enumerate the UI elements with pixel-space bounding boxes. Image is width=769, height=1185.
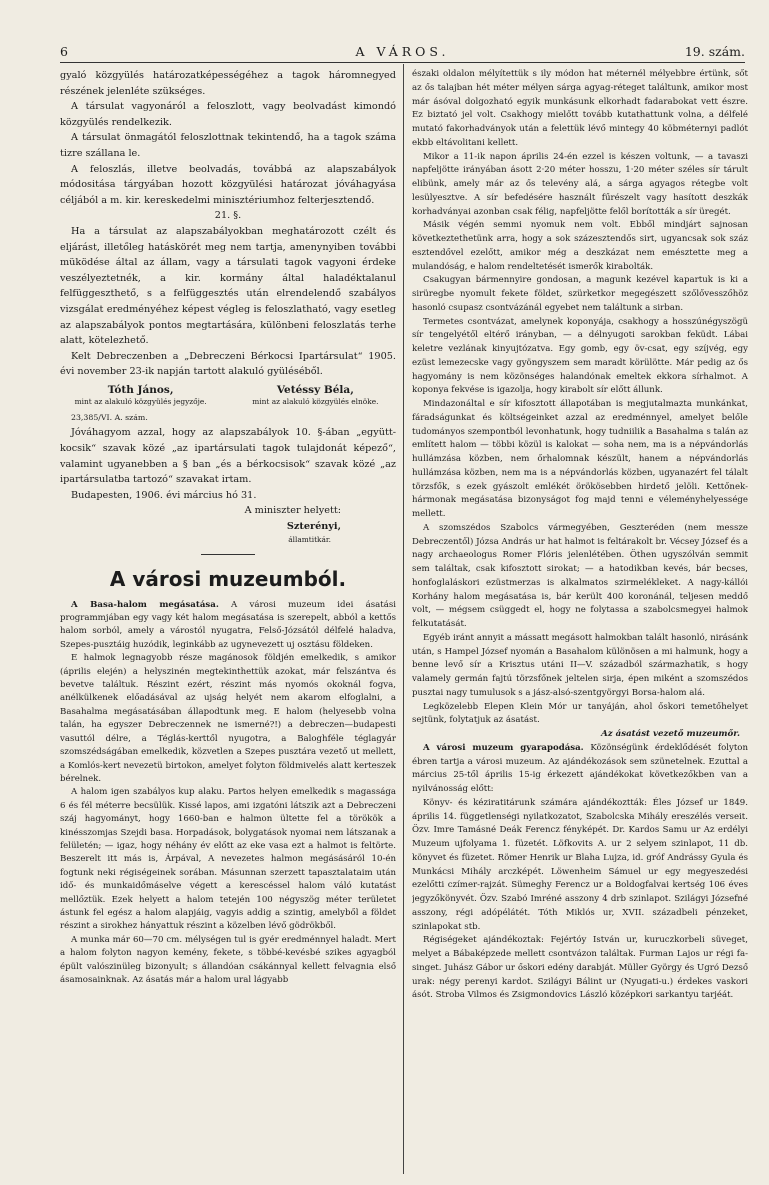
article-author: Az ásatást vezető muzeumőr. xyxy=(601,729,740,739)
header-rule xyxy=(60,62,745,63)
minister-line: A miniszter helyett: xyxy=(244,505,341,517)
place-date: Budapesten, 1906. évi március hó 31. xyxy=(71,489,257,501)
paragraph: A társulat vagyonáról a feloszlott, vagy beolvadást kimondó közgyülés rendelkezik. xyxy=(60,101,396,128)
issue-number: 19. szám. xyxy=(684,44,745,59)
right-column xyxy=(412,68,748,1176)
paragraph: A feloszlás, illetve beolvadás, továbbá az alapszabályok módositása tárgyában hozott közgyülési határozat jóváhagyása céljából a m. kir. kereskedelmi minisztériumhoz felterjesztendő. xyxy=(60,163,396,206)
paragraph: Könyv- és kéziratitárunk számára ajándékoztták: Éles József ur 1849. április 14. függetlenségi nyilatkozatot, Szabolcska Mihály ereszélés verseit. Özv. Imre Tamásné Deák Ferencz fényképét. Dr. Kardos Samu ur Az erdélyi Muzeum ujfolyama 1. füzetét. Löfkovits A. ur 2 selyem szinlapot, 11 db. könyvet és füzetet. Römer Henrik ur Blaha Lujza, id. gróf Andrássy Gyula és Munkácsi Mihály arczképét. Löwenheim Sámuel ur egy megyeszedési ezelőtti czímer-rajzát. Sümeghy Ferencz ur a Boldogfalvai kertség 106 éves jegyzőkönyvét. Özv. Szabó Imréné asszony 4 drb szinlapot. Szilágyi Józsefné asszony, régi adópélátét. Tóth Miklós ur, XVII. századbeli pénzeket, szinlapokat stb. xyxy=(412,797,748,932)
paragraph: A halom igen szabályos kup alaku. Partos helyen emelkedik s magassága 6 és fél méterre becsülük. Kissé lapos, ami izgatóni látszik azt a Debreczeni száj hagyományt, hogy 1660-ban e halmon ültette fel a törökök a kinésszomjas Szejdi basa. Horpadások, bolygatások nyomai nem látszanak a felületén; — igaz, hogy néhány év előtt az eke vasa ezt a halmot is feltörte. Beszerelt itt más is, Árpával, A nevezetes halmon megásásáról 10-én fogtunk neki régiségeinek sorában. Másunnan szerzett tapasztalataim után idő- és munkaidőmáselve végett a kerescéssel halom váló kutatást mellőztük. Ezek helyett a halom tetején 100 négyszög méter területet ástunk fel egész a halom alapjáig, vagyis addig a szintig, amelyből a földet részint a sirokhez hányattuk részint a közelben lévő gödrökből. xyxy=(60,787,396,932)
lead-phrase: A Basa-halom megásatása. xyxy=(71,599,219,610)
left-column xyxy=(60,68,396,1176)
paragraph: Régiségeket ajándékoztak: Fejértóy István ur, kuruczkorbeli süveget, melyet a Bábaképzede mellett csontvázon találtak. Furman Lajos ur régi fa-singet. Juhász Gábor ur őskori edény darabját. Müller György és Ugró Dezső urak: négy perenyi kardot. Szilágyi Bálint ur (Nyugati-u.) érdekes vaskori ásót. Stroba Vilmos és Zsigmondovics László középkori sarkantyu tarjéát. xyxy=(412,935,748,1001)
minister-signature xyxy=(60,519,396,545)
minister-name: Szterényi, xyxy=(286,521,341,533)
paragraph: A munka már 60—70 cm. mélységen tul is gyér eredménnyel haladt. Mert a halom folyton nagyon kemény, fekete, s többé-kevésbé szikes agyagból épült valószinüleg bizonyult; s állandóan csákánnyal kellett felvagnia első ásamosainknak. Az ásatás már a halom ural lágyabb xyxy=(60,934,396,985)
paragraph: Ha a társulat az alapszabályokban meghatározott czélt és eljárást, illetőleg hatáskörét meg nem tartja, amenynyiben további müködése által az állam, vagy a társulati tagok vagyoni érdeke veszélyeztetnék, a kir. kormány által haladéktalanul felfüggeszthető, s a felfüggesztés után elrendelendő szabályos vizsgálat eredményéhez képest végleg is feloszlatható, vagy esetleg az alapszabályok pontos megtartására, különbeni feloszlatás terhe alatt, kötelezhető. xyxy=(60,225,396,347)
lead-phrase: A városi muzeum gyarapodása. xyxy=(423,742,584,753)
signatory-role: mint az alakuló közgyülés elnöke. xyxy=(252,396,379,406)
signatory-role: mint az alakuló közgyülés jegyzője. xyxy=(74,396,207,406)
paragraph: gyaló közgyülés határozatképességéhez a tagok háromnegyed részének jelenléte szükséges. xyxy=(60,70,396,97)
signatory-name: Vetéssy Béla, xyxy=(276,383,354,396)
signatures xyxy=(60,383,396,406)
paragraph: E halmok legnagyobb része magánosok földjén emelkedik, s amikor (április elején) a helyszinén megtekinthettük azokat, már felszántva és bevetve találtuk. Részint ezért, részint más nyomós okoknál fogva, anélkülkenek előadásával az ujság helyét nem akarom elfoglalni, a Basahalma megásatásában állapodtunk meg. E halom (helyesebb volna talán, ha egyszer Debreczennek ne ismerné?!) a debreczen—budapesti vasuttól délre, a Téglás-kerttől nyugotra, a Baloghféle téglagyár szomszédságában emelkedik, közvetlen a Szepes pusztára vezető ut mellett, a Komlós-kert nevezetü birtokon, amelyet folyton földmivelés alatt kerteszek bérelnek. xyxy=(60,653,396,784)
paragraph: Mikor a 11-ik napon április 24-én ezzel is készen voltunk, — a tavaszi napfeljötte irányában ásott 2·20 méter hosszu, 1·20 méter széles sír tárult elibünk, amely már az ős televény alá, a sárga agyagos rétegbe volt lesülyesztve. A sír befedésére használt fűrészelt vagy hasított deszkák korhadványai azonban csak félig, napfeljötte felől borították a sír üregét. xyxy=(412,151,748,217)
section-divider xyxy=(201,554,255,555)
paragraph: Egyéb iránt annyit a mássatt megásott halmokban talált hasonló, nirásánk után, s Hampel József nyomán a Basahalom különösen a mi halmunk, hogy a benne levő sír a Krisztus utáni II—V. századból származhatik, s hogy valamely germán fajtú törzsfőnek jeltelen sirja, épen miként a szomszédos pusztai nagy tumulusok s a jász-alsó-szentgyörgyi Borsa-halom alá. xyxy=(412,632,748,698)
paragraph: Legközelebb Elepen Klein Mór ur tanyáján, ahol őskori temetőhelyet sejtünk, folytatjuk az ásatást. xyxy=(412,701,748,726)
paragraph: Másik végén semmi nyomuk nem volt. Ebből mindjárt sajnosan következtethetünk arra, hogy a sok százesztendős sirt, ugyancsak sok száz esztendővel ezelőtt, amikor még a deszkázat nem emésztette meg a mulandóság, e halom rendeltetését ismerők kirabolták. xyxy=(412,220,748,272)
paragraph: Csakugyan bármennyire gondosan, a magunk kezével kapartuk is ki a sirüregbe nyomult fekete földet, szürketkor megegészett szőlővesszőhöz hasonló csupasz csontvázánál egyebet nem találtunk a sirban. xyxy=(412,275,748,313)
museum-article xyxy=(60,599,396,988)
signature-block xyxy=(60,383,221,406)
paragraph: A társulat önmagától feloszlottnak tekintendő, ha a tagok száma tizre szállana le. xyxy=(60,132,396,159)
signatory-name: Tóth János, xyxy=(107,383,174,396)
minister-role: államtitkár. xyxy=(288,534,331,544)
paragraph: A Basa-halom megásatása. A városi muzeum idei ásatási programmjában egy vagy két halom megásatása is szerepelt, abból a kettős halom sorból, amely a várostól nyugatra, Felső-Józsától délfelé haladva, Szepes-pusztáig huzódik, leginkább az ugynevezett uj osztásu földeken. xyxy=(60,599,396,650)
paragraph: Kelt Debreczenben a „Debreczeni Bérkocsi Ipartársulat“ 1905. évi november 23-ik napján tartott alakuló gyüléséből. xyxy=(60,350,396,378)
paragraph: Jóváhagyom azzal, hogy az alapszabályok 10. §-ában „együtt-kocsik“ szavak közé „az ipartársulati tagok tulajdonát képező“, valamint ugyanebben a § ban „és a bérkocsisok“ szavak közé „az ipartársulatba tartozó“ szavakat irtam. xyxy=(60,427,396,486)
paragraph: északi oldalon mélyítettük s ily módon hat méternél mélyebbre értünk, sőt az ős talajban hét méter mélyen sárga agyag-réteget találtunk, amikor most már ásóval dolgozható egyik munkásunk elkorhadt fadarabokat vett észre. Ez biztató jel volt. Csakhogy mielőtt tovább kutathattunk volna, a délfelé mutató fakorhadványok után a felettük lévő mintegy 40 köbméternyi padlót ekbb eltávolitani kellett. xyxy=(412,69,748,148)
paragraph: A városi muzeum gyarapodása. Közönségünk érdeklődését folyton ébren tartja a városi muzeum. Az ajándékozások sem szünetelnek. Ezuttal a március 25-től április 15-ig érkezett ajándékokat következőkben van a nyilvánosság előtt: xyxy=(412,742,748,794)
running-header xyxy=(60,44,745,62)
article-headline: A városi muzeumból. xyxy=(109,566,347,591)
document-number: 23,385/VI. A. szám. xyxy=(71,412,148,422)
paragraph: A szomszédos Szabolcs vármegyében, Geszteréden (nem messze Debreczentől) Józsa András ur hat halmot is feltárakolt br. Vécsey József és a nagy archaeologus Romer Flóris jelenlétében. Öthen ugyszólván semmit sem találtak, csak kifosztott sirokat; — a hatodikban kevés, bár becses, honfoglaláskori ezüstmerzas is alkalmatos szirmelékleket. A nagy-kállói Korhány halom megásatása is, bár került 400 koronánál, teljesen meddő volt, — mégsem csüggedt el, hogy ne folytassa a szabolcsmegyei halmok felkutatását. xyxy=(412,522,748,629)
paragraph: Termetes csontvázat, amelynek koponyája, csakhogy a hosszúnégyszögü sír tengelyétől eltérő irányban, — a délnyugoti sarokban feküdt. Lábai keletre vezlának kinyujtózatva. Egy gomb, egy öv-csat, egy szíjvég, egy ezüst lemezecske vagy gyöngyszem sem maradt körülötte. Már pedig az ős hagyomány is nem közönséges halandónak emeltek ekkora sírhalmot. A koponya fekvése is igazolja, hogy kirabolt sír előtt állunk. xyxy=(412,316,748,396)
page-number: 6 xyxy=(60,44,68,59)
page-title: A VÁROS. xyxy=(355,44,450,59)
signature-block xyxy=(235,383,396,406)
section-heading: 21. §. xyxy=(214,210,242,222)
column-divider xyxy=(403,64,404,1174)
paragraph: Mindazonáltal e sír kifosztott állapotában is megjutalmazta munkánkat, fáradságunkat és költségeinket azzal az eredménnyel, amelyet belőle tudományos szempontból levonhatunk, hogy tudniilik a Basahalma s talán az említett halom — többi közül is kalokat — soha nem, ma is a népvándorlás hullámzása közben, nem őrhalomnak készült, hanem a népvándorlás hullámzása közben, nem ma is a népvándorlás közben, ugyanazért fel tálalt törzsfők, s ezek gyászolt emlékét örökösebben hirdető jelöli. Kettőnek-hármonak megásatása bizonyságot fog majd tenni e véleményhelyessége mellett. xyxy=(412,399,748,519)
